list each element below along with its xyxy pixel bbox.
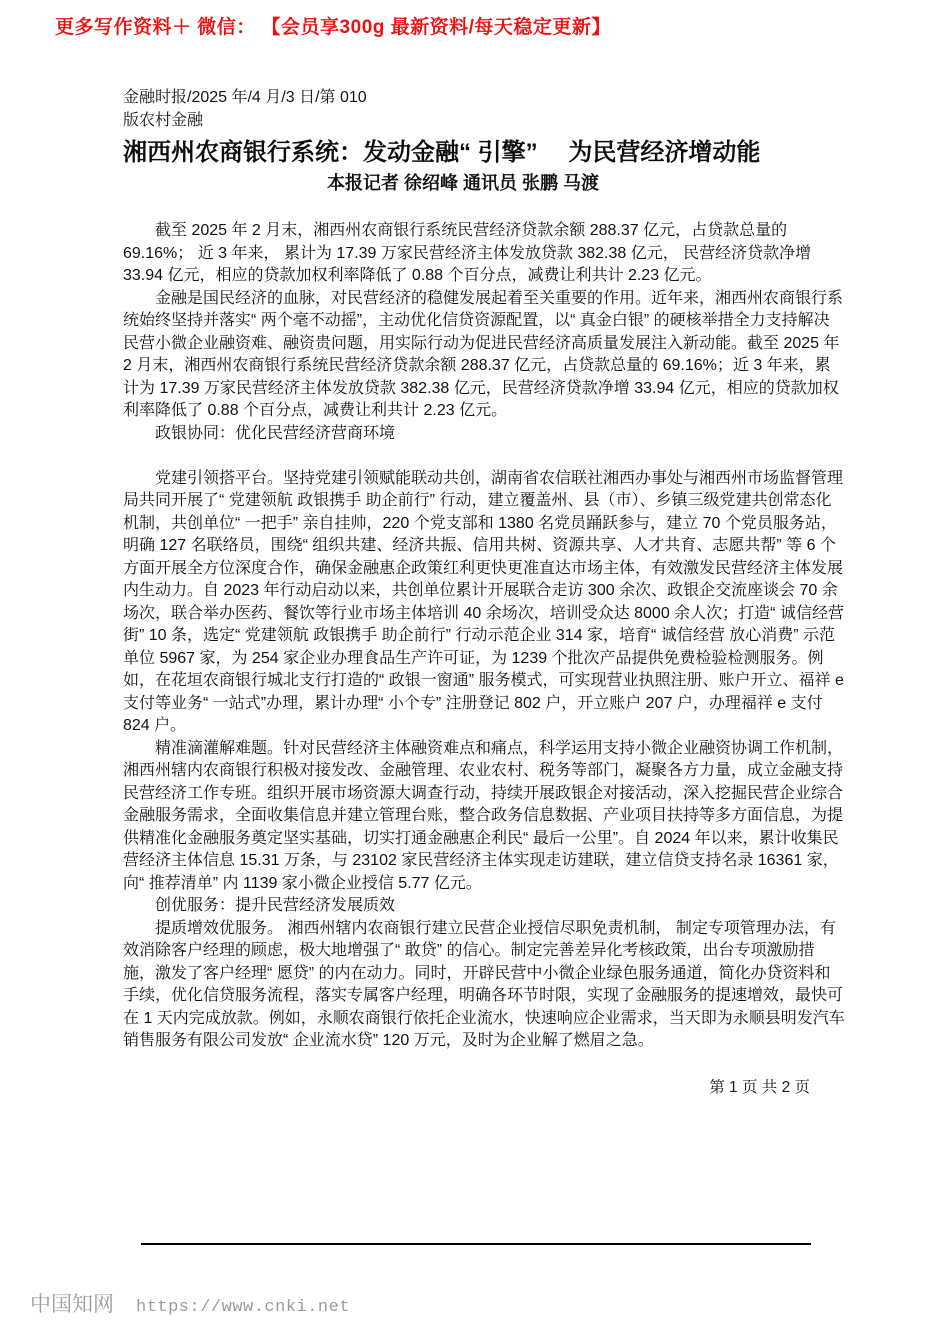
- article-paragraph: 党建引领搭平台。坚持党建引领赋能联动共创，湖南省农信联社湘西办事处与湘西州市场监督管理局共同开展了“ 党建领航 政银携手 助企前行” 行动，建立覆盖州、县（市）、乡镇三级党建共创常态化机制，共创单位“ 一把手” 亲自挂帅，220 个党支部和 1380 名党员踊跃参与，建立 70 个党员服务站，明确 127 名联络员，围绕“ 组织共建、经济共振、信用共树、资源共享、人才共育、志愿共帮” 等 6 个方面开展全方位深度合作，确保金融惠企政策红利更快更准直达市场主体，有效激发民营经济主体发展内生动力。自 2023 年行动启动以来，共创单位累计开展联合走访 300 余次、政银企交流座谈会 70 余场次，联合举办医药、餐饮等行业市场主体培训 40 余场次，培训受众达 8000 余人次；打造“ 诚信经营街” 10 条，选定“ 党建领航 政银携手 助企前行” 行动示范企业 314 家，培育“ 诚信经营 放心消费” 示范单位 5967 家，为 254 家企业办理食品生产许可证，为 1239 个批次产品提供免费检验检测服务。例如，在花垣农商银行城北支行打造的“ 政银一窗通” 服务模式，可实现营业执照注册、账户开立、福祥 e 支付等业务“ 一站式”办理，累计办理“ 小个专” 注册登记 802 户，开立账户 207 户，办理福祥 e 支付 824 户。: [123, 469, 844, 734]
- source-citation: [123, 86, 845, 132]
- article-title: 湘西州农商银行系统：发动金融“ 引擎” 为民营经济增动能: [123, 139, 761, 166]
- source-line-1: 金融时报/2025 年/4 月/3 日/第 010: [123, 89, 367, 106]
- section-heading: 创优服务：提升民营经济发展质效: [155, 897, 396, 914]
- article-paragraph: 提质增效优服务。 湘西州辖内农商银行建立民营企业授信尽职免责机制， 制定专项管理办法，有效消除客户经理的顾虑，极大地增强了“ 敢贷” 的信心。制定完善差异化考核政策，出台专项激励措施，激发了客户经理“ 愿贷” 的内在动力。同时，开辟民营中小微企业绿色服务通道，简化办贷资料和手续，优化信贷服务流程，落实专属客户经理，明确各环节时限，实现了金融服务的提速增效，最快可在 1 天内完成放款。例如，永顺农商银行依托企业流水，快速响应企业需求，当天即为永顺县明发汽车销售服务有限公司发放“ 企业流水贷” 120 万元，及时为企业解了燃眉之急。: [123, 919, 845, 1049]
- source-line-2: 版农村金融: [123, 112, 204, 129]
- cnki-logo-text: 中国知网: [30, 1292, 114, 1316]
- article-byline: 本报记者 徐绍峰 通讯员 张鹏 马渡: [326, 173, 599, 193]
- promo-banner: [0, 0, 950, 40]
- page-number: 第 1 页 共 2 页: [709, 1078, 810, 1096]
- article-paragraph: 精准滴灌解难题。针对民营经济主体融资难点和痛点，科学运用支持小微企业融资协调工作机制，湘西州辖内农商银行积极对接发改、金融管理、农业农村、税务等部门，凝聚各方力量，成立金融支持民营经济工作专班。组织开展市场资源大调查行动，持续开展政银企对接活动，深入挖掘民营企业综合金融服务需求，全面收集信息并建立管理台账，整合政务信息数据、产业项目扶持等多方面信息，为提供精准化金融服务奠定坚实基础，切实打通金融惠企利民“ 最后一公里”。自 2024 年以来，累计收集民营经济主体信息 15.31 万条，与 23102 家民营经济主体实现走访建联，建立信贷支持名录 16361 家，向“ 推荐清单” 内 1139 家小微企业授信 5.77 亿元。: [123, 739, 844, 892]
- cnki-watermark: [30, 1288, 350, 1318]
- article-body: [123, 220, 845, 1053]
- article-paragraph: 截至 2025 年 2 月末，湘西州农商银行系统民营经济贷款余额 288.37 亿元，占贷款总量的 69.16%； 近 3 年来， 累计为 17.39 万家民营经济主体发放贷款 382.38 亿元， 民营经济贷款净增 33.94 亿元，相应的贷款加权利率降低了 0.88 个百分点，减费让利共计 2.23 亿元。: [123, 222, 812, 284]
- article-paragraph: 金融是国民经济的血脉，对民营经济的稳健发展起着至关重要的作用。近年来，湘西州农商银行系统始终坚持并落实“ 两个毫不动摇”，主动优化信贷资源配置，以“ 真金白银” 的硬核举措全力支持解决民营小微企业融资难、融资贵问题，用实际行动为促进民营经济高质量发展注入新动能。截至 2025 年 2 月末，湘西州农商银行系统民营经济贷款余额 288.37 亿元，占贷款总量的 69.16%；近 3 年来，累计为 17.39 万家民营经济主体发放贷款 382.38 亿元，民营经济贷款净增 33.94 亿元，相应的贷款加权利率降低了 0.88 个百分点，减费让利共计 2.23 亿元。: [123, 289, 844, 419]
- cnki-url: https://www.cnki.net: [136, 1298, 351, 1317]
- document-page: [123, 86, 845, 1097]
- promo-banner-text: 更多写作资料＋ 微信： 【会员享300g 最新资料/每天稳定更新】: [55, 17, 611, 38]
- footer-divider-line: [141, 1243, 811, 1245]
- section-heading: 政银协同：优化民营经济营商环境: [155, 424, 396, 442]
